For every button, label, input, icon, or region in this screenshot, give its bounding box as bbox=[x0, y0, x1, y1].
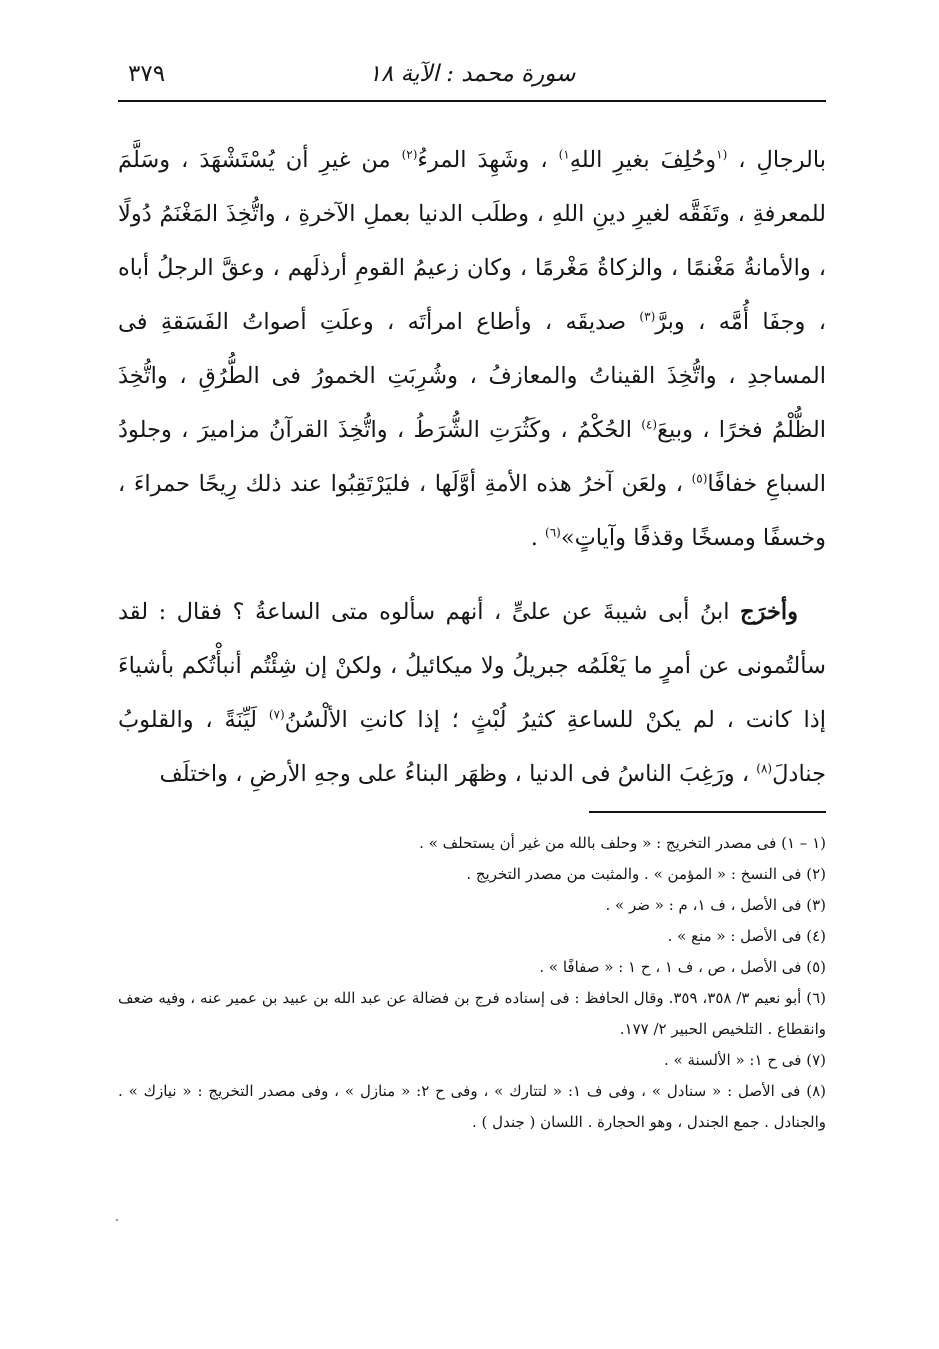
print-speck bbox=[116, 1219, 118, 1221]
text-run: ، ورَغِبَ الناسُ فى الدنيا ، وظهَر البناءُ على وجهِ الأرضِ ، واختلَف bbox=[159, 761, 757, 787]
page-number: ٣٧٩ bbox=[128, 61, 166, 87]
main-text bbox=[118, 133, 826, 801]
text-run: من غيرِ أن يُسْتَشْهَدَ ، وسَلَّمَ للمعرفةِ ، وتَفَقَّه لغيرِ دينِ اللهِ ، وطلَب الدنيا بعملِ الآخرةِ ، واتُّخِذَ المَغْنَمُ دُولًا ، والأمانةُ مَغْنمًا ، والزكاةُ مَغْرمًا ، وكان زعيمُ القومِ أرذلَهم ، وعقَّ الرجلُ أباه ، وجفَا أُمَّه ، وبرَّ bbox=[118, 147, 826, 335]
footnote-marker: (٣) bbox=[639, 309, 656, 324]
footnote-marker: (٥) bbox=[691, 471, 708, 486]
header-title: سورة محمد : الآية ١٨ bbox=[368, 61, 576, 87]
text-run: ، ولعَن آخرُ هذه الأمةِ أوَّلَها ، فليَرْتَقِبُوا عند ذلك رِيحًا حمراءَ ، وخسفًا ومسخًا وقذفًا وآياتٍ» bbox=[118, 471, 826, 551]
text-run: لَيِّنَةً ، والقلوبُ جنادلَ bbox=[118, 707, 826, 787]
paragraph-lead-word: وأخرَج bbox=[740, 599, 798, 625]
footnote-4: (٤) فى الأصل : « منع » . bbox=[667, 927, 826, 945]
footnote-2: (٢) فى النسخ : « المؤمن » . والمثبت من مصدر التخريج . bbox=[466, 865, 826, 883]
text-run: وحُلِفَ بغيرِ اللهِ bbox=[569, 147, 717, 173]
text-run: ، وشَهِدَ المرءُ bbox=[417, 147, 559, 173]
text-run: بالرجالِ ، bbox=[727, 147, 826, 173]
footnote-3: (٣) فى الأصل ، ف ١، م : « ضر » . bbox=[605, 896, 826, 914]
paragraph-hadith-signs bbox=[118, 133, 826, 565]
text-run: . bbox=[530, 525, 546, 551]
paragraph-ali-narration bbox=[118, 585, 826, 801]
footnote-marker: (١ bbox=[716, 147, 728, 162]
footnote-6: (٦) أبو نعيم ٣/ ٣٥٨، ٣٥٩. وقال الحافظ : فى إسناده فرج بن فضالة عن عبد الله بن عبيد بن عمير عنه ، وفيه ضعف وانقطاع . التلخيص الحبير ٢/ ١٧٧. bbox=[118, 989, 827, 1038]
footnote-marker: (٨) bbox=[756, 761, 773, 776]
text-run: صديقَه ، وأطاع امرأتَه ، وعلَتِ أصواتُ الفَسَقةِ فى المساجدِ ، واتُّخِذَ القيناتُ والمعازفُ ، وشُرِبَتِ الخمورُ فى الطُّرُقِ ، واتُّخِذَ الظُّلْمُ فخرًا ، وبيعَ bbox=[118, 309, 826, 443]
footnote-marker: (٢) bbox=[401, 147, 418, 162]
book-page bbox=[118, 0, 826, 1349]
footnote-1: (١ – ١) فى مصدر التخريج : « وحلف بالله من غير أن يستحلف » . bbox=[419, 834, 826, 852]
footnote-5: (٥) فى الأصل ، ص ، ف ١ ، ح ١ : « صفافًا » . bbox=[539, 958, 826, 976]
text-run: ابنُ أبى شيبةَ عن علىٍّ ، أنهم سألوه متى الساعةُ ؟ فقال : لقد سألتُمونى عن أمرٍ ما يَعْلَمُه جبريلُ ولا ميكائيلُ ، ولكنْ إن شِئْتُم أنبأْتُكم بأشياءَ إذا كانت ، لم يكنْ للساعةِ كثيرُ لُبْثٍ ؛ إذا كانتِ الألْسُنُ bbox=[118, 599, 826, 733]
footnote-rule bbox=[589, 811, 826, 813]
text-run: الحُكْمُ ، وكَثُرَتِ الشُّرَطُ ، واتُّخِذَ القرآنُ مزاميرَ ، وجلودُ السباعِ خفافًا bbox=[118, 417, 826, 497]
footnote-8: (٨) فى الأصل : « سنادل » ، وفى ف ١: « لتتارك » ، وفى ح ٢: « منازل » ، وفى مصدر التخريج : « نيازك » . والجنادل . جمع الجندل ، وهو الحجارة . اللسان ( جندل ) . bbox=[118, 1082, 826, 1131]
footnotes-list bbox=[118, 828, 826, 1138]
footnote-7: (٧) فى ح ١: « الألسنة » . bbox=[664, 1051, 826, 1069]
header-rule bbox=[118, 100, 826, 102]
running-header bbox=[118, 58, 826, 94]
footnote-marker: (٤) bbox=[641, 417, 658, 432]
footnote-marker: (٧) bbox=[268, 707, 285, 722]
footnote-marker: ١) bbox=[558, 147, 570, 162]
footnote-marker: (٦) bbox=[545, 525, 561, 540]
